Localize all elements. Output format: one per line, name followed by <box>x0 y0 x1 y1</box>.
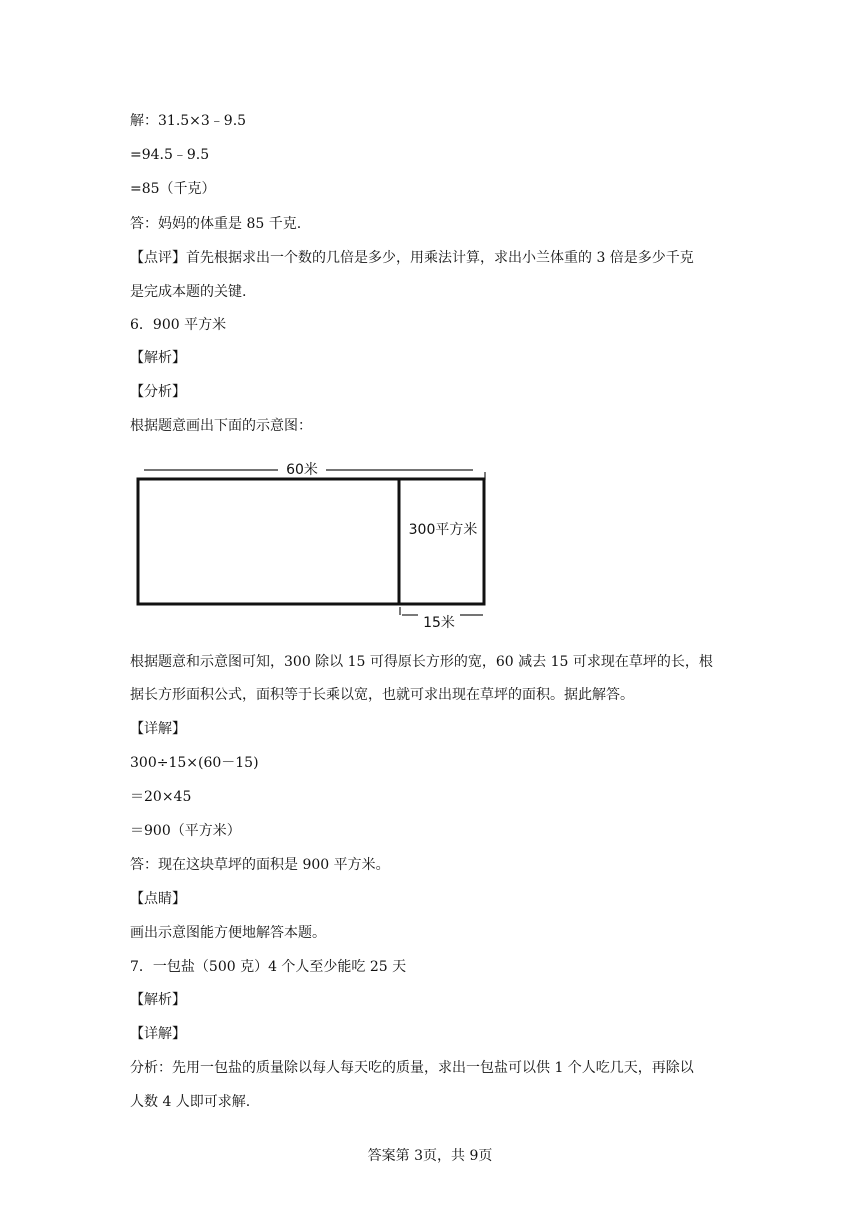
section-heading: 【详解】 <box>130 1026 186 1042</box>
rectangle-diagram <box>130 450 500 635</box>
text-line: 答：现在这块草坪的面积是 900 平方米。 <box>130 857 390 873</box>
text-line: 分析：先用一包盐的质量除以每人每天吃的质量，求出一包盐可以供 1 个人吃几天，再除以 <box>130 1060 694 1076</box>
section-heading: 【解析】 <box>130 992 186 1008</box>
section-heading: 【详解】 <box>130 721 186 737</box>
outer-rectangle <box>138 479 484 604</box>
text-line: 根据题意画出下面的示意图： <box>130 418 312 434</box>
equation-line: ＝900（平方米） <box>130 823 241 839</box>
bottom-length-label: 15米 <box>423 615 455 631</box>
top-length-label: 60米 <box>286 462 318 478</box>
equation-line: 300÷15×(60－15) <box>130 755 259 771</box>
page-footer: 答案第 3页，共 9页 <box>367 1148 493 1164</box>
text-line: 答：妈妈的体重是 85 千克. <box>130 216 302 232</box>
text-line: 据长方形面积公式，面积等于长乘以宽，也就可求出现在草坪的面积。据此解答。 <box>130 687 634 703</box>
section-heading: 【分析】 <box>130 384 186 400</box>
equation-line: ＝20×45 <box>130 789 192 805</box>
area-label: 300平方米 <box>408 522 478 538</box>
section-heading: 【解析】 <box>130 350 186 366</box>
text-line: 画出示意图能方便地解答本题。 <box>130 925 326 941</box>
text-line: =85（千克） <box>130 181 216 197</box>
text-line: 解：31.5×3﹣9.5 <box>130 113 247 129</box>
text-line: 人数 4 人即可求解. <box>130 1094 251 1110</box>
comment-line: 是完成本题的关键. <box>130 284 247 300</box>
text-line: =94.5﹣9.5 <box>130 147 210 163</box>
text-line: 根据题意和示意图可知，300 除以 15 可得原长方形的宽，60 减去 15 可求现在草坪的长，根 <box>130 654 713 670</box>
question-answer-heading: 7．一包盐（500 克）4 个人至少能吃 25 天 <box>130 959 407 975</box>
section-heading: 【点睛】 <box>130 891 186 907</box>
question-answer-heading: 6．900 平方米 <box>130 317 227 333</box>
comment-line: 【点评】首先根据求出一个数的几倍是多少，用乘法计算，求出小兰体重的 3 倍是多少千克 <box>130 250 694 266</box>
